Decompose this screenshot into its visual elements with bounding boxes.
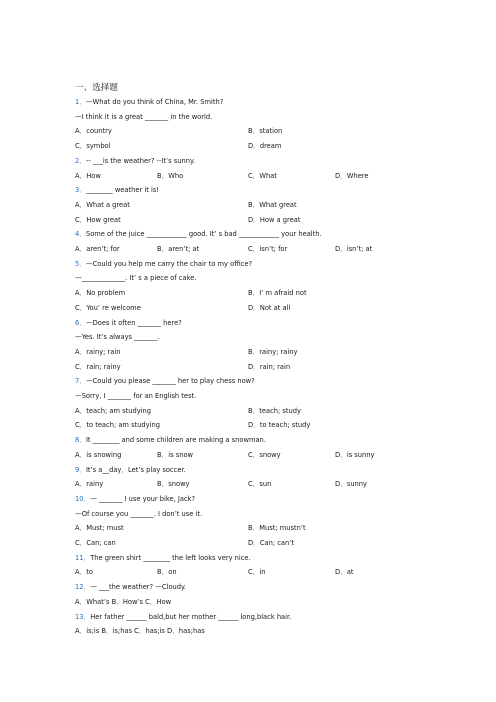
question-number: 10．	[75, 494, 91, 503]
option-c[interactable]: C．snowy	[248, 450, 281, 459]
option-d[interactable]: D．dream	[248, 142, 282, 151]
question-number: 1．	[75, 98, 86, 106]
question-dialogue-line: —I think it is a great _______ in the world.	[75, 112, 213, 121]
option-c[interactable]: C．symbol	[75, 142, 111, 151]
option-a[interactable]: A．country	[75, 127, 112, 136]
question-text: —Could you please _______ her to play chess now?	[85, 377, 255, 386]
option-c[interactable]: C．rain; rainy	[75, 362, 121, 371]
option-b[interactable]: B．station	[248, 127, 283, 136]
option-d[interactable]: D．is sunny	[335, 450, 375, 459]
question-stem	[75, 465, 186, 475]
options-inline[interactable]: A．What’s B．How’s C．How	[75, 597, 172, 606]
option-b[interactable]: B．What great	[248, 200, 297, 209]
option-c[interactable]: C．You’ re welcome	[75, 303, 141, 312]
option-b[interactable]: B．rainy; rainy	[248, 347, 298, 356]
option-d[interactable]: D．rain; rain	[248, 362, 291, 371]
option-d[interactable]: D．Not at all	[248, 303, 291, 312]
question-number: 12．	[75, 583, 91, 592]
question-number: 7．	[75, 377, 86, 386]
question-stem	[75, 229, 322, 239]
option-a[interactable]: A．rainy; rain	[75, 347, 121, 356]
section-title: 一、选择题	[75, 83, 118, 93]
option-b[interactable]: B．I’ m afraid not	[248, 289, 307, 298]
option-c[interactable]: C．What	[248, 171, 277, 180]
option-a[interactable]: A．to	[75, 568, 93, 577]
option-b[interactable]: B．snowy	[157, 480, 190, 489]
option-a[interactable]: A．Must; must	[75, 524, 124, 533]
option-c[interactable]: C．sun	[248, 480, 272, 489]
option-b[interactable]: B．teach; study	[248, 406, 301, 415]
option-a[interactable]: A．aren’t; for	[75, 245, 120, 253]
option-a[interactable]: A．is snowing	[75, 450, 122, 459]
question-stem	[75, 185, 159, 195]
question-number: 4．	[75, 230, 86, 239]
question-number: 8．	[75, 436, 86, 445]
question-text: —Does it often _______ here?	[85, 318, 182, 327]
question-text: —Could you help me carry the chair to my office?	[85, 259, 253, 268]
option-b[interactable]: B．Must; mustn’t	[248, 524, 306, 533]
question-stem	[75, 97, 223, 107]
option-b[interactable]: B．is snow	[157, 450, 194, 459]
option-c[interactable]: C．in	[248, 568, 266, 577]
option-d[interactable]: D．How a great	[248, 215, 301, 224]
question-text: — _______ I use your bike, Jack?	[90, 494, 196, 503]
question-number: 11．	[75, 553, 91, 562]
question-stem	[75, 435, 266, 445]
question-dialogue-line: —Sorry, I _______ for an English test.	[75, 392, 197, 400]
option-c[interactable]: C．to teach; am studying	[75, 421, 160, 430]
question-text: -- ___is the weather? --It’s sunny.	[85, 156, 196, 165]
question-stem	[75, 582, 186, 592]
option-c[interactable]: C．isn’t; for	[248, 245, 288, 253]
question-stem	[75, 156, 195, 166]
question-number: 9．	[75, 465, 86, 474]
option-d[interactable]: D．isn’t; at	[335, 245, 373, 253]
option-d[interactable]: D．to teach; study	[248, 421, 311, 430]
option-b[interactable]: B．on	[157, 568, 177, 577]
options-inline[interactable]: A．is;is B．is;has C．has;is D．has;has	[75, 627, 205, 636]
option-d[interactable]: D．Where	[335, 171, 369, 180]
option-a[interactable]: A．What a great	[75, 200, 130, 209]
option-c[interactable]: C．How great	[75, 215, 121, 224]
question-text: It’s a__day．Let’s play soccer.	[85, 465, 186, 474]
question-dialogue-line: —_____________. It’ s a piece of cake.	[75, 274, 197, 283]
question-dialogue-line: —Of course you _______. I don’t use it.	[75, 509, 203, 518]
question-stem	[75, 612, 291, 622]
question-stem	[75, 553, 251, 563]
question-text: It ________ and some children are making a snowman.	[85, 436, 266, 445]
question-stem	[75, 494, 195, 504]
question-number: 6．	[75, 318, 86, 327]
question-number: 2．	[75, 156, 86, 165]
option-a[interactable]: A．How	[75, 171, 101, 180]
option-d[interactable]: D．at	[335, 568, 354, 577]
option-d[interactable]: D．sunny	[335, 480, 367, 489]
option-b[interactable]: B．aren’t; at	[157, 245, 200, 253]
question-text: — ___the weather? —Cloudy.	[90, 583, 187, 592]
question-text: Some of the juice ____________ good. It’ s bad ____________ your health.	[85, 230, 322, 239]
option-b[interactable]: B．Who	[157, 171, 184, 180]
question-text: ________ weather it is!	[85, 186, 159, 195]
option-a[interactable]: A．No problem	[75, 289, 126, 298]
question-stem	[75, 259, 252, 269]
question-dialogue-line: —Yes. It’s always _______.	[75, 333, 160, 342]
question-number: 3．	[75, 186, 86, 195]
question-number: 5．	[75, 259, 86, 268]
option-d[interactable]: D．Can; can’t	[248, 539, 294, 547]
question-number: 13．	[75, 612, 91, 621]
option-c[interactable]: C．Can; can	[75, 539, 116, 547]
question-stem	[75, 318, 182, 328]
option-a[interactable]: A．rainy	[75, 480, 104, 489]
question-text: —What do you think of China, Mr. Smith?	[85, 98, 224, 106]
option-a[interactable]: A．teach; am studying	[75, 406, 152, 415]
question-text: Her father ______ bald,but her mother ______ long,black hair.	[90, 612, 292, 621]
question-stem	[75, 376, 255, 386]
question-text: The green shirt ________ the left looks very nice.	[90, 553, 251, 562]
